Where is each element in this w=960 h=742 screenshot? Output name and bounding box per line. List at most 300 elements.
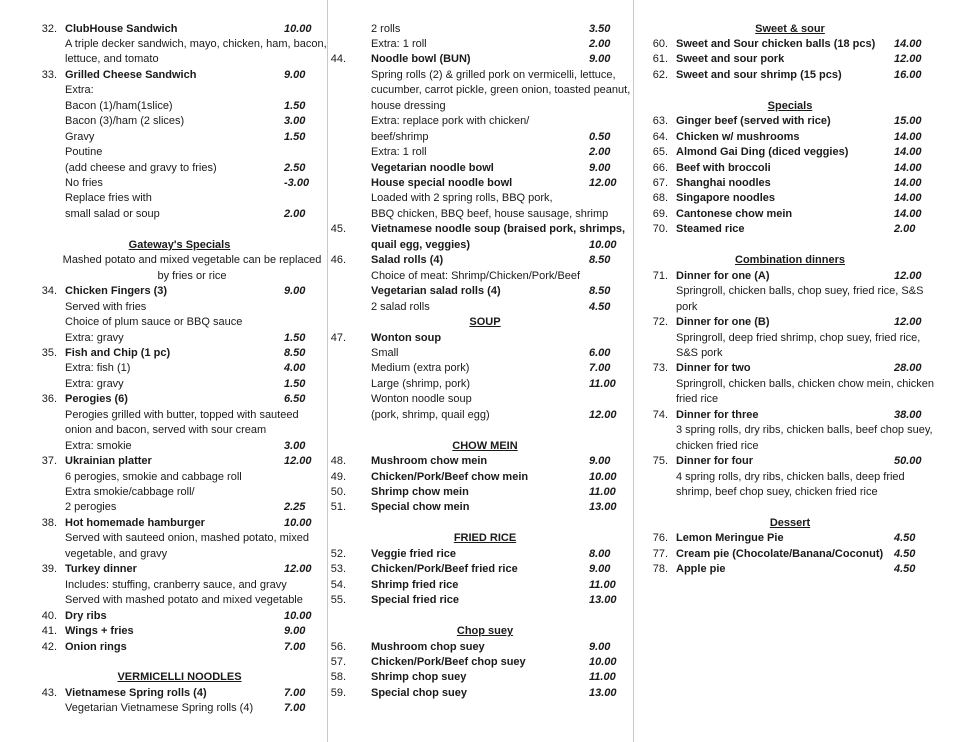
- menu-item-detail: [328, 68, 632, 84]
- item-price: 3.00: [284, 115, 306, 128]
- menu-item-detail: [0, 99, 326, 115]
- item-number: 60.: [652, 37, 668, 50]
- item-description: Replace fries with: [65, 192, 152, 205]
- item-price: 4.50: [894, 532, 916, 545]
- menu-item-detail: [0, 130, 326, 146]
- item-price: 7.00: [284, 640, 306, 653]
- item-price: 9.00: [589, 640, 611, 653]
- item-description: Small: [371, 346, 399, 359]
- section-heading-text: Sweet & sour: [755, 22, 825, 35]
- item-description: lettuce, and tomato: [65, 53, 159, 66]
- item-description: 4 spring rolls, dry ribs, chicken balls, deep fried: [676, 470, 905, 483]
- menu-item: [634, 68, 960, 84]
- menu-item-detail: [634, 439, 960, 455]
- item-number: 58.: [330, 671, 346, 684]
- menu-item-detail: [634, 284, 960, 300]
- menu-item-detail: [0, 114, 326, 130]
- item-number: 68.: [652, 192, 668, 205]
- item-description: Springroll, chicken balls, chop suey, fried rice, S&S: [676, 285, 924, 298]
- item-description: Vegetarian noodle bowl: [371, 161, 494, 174]
- item-name: Wonton soup: [371, 331, 442, 344]
- menu-item-detail: [0, 161, 326, 177]
- item-name: Chicken/Pork/Beef chop suey: [371, 655, 526, 668]
- item-name: Apple pie: [676, 563, 726, 576]
- menu-item: [0, 562, 326, 578]
- menu-item-detail: [634, 377, 960, 393]
- menu-item: [634, 37, 960, 53]
- menu-item: [328, 655, 632, 671]
- item-price: 1.50: [284, 130, 306, 143]
- item-number: 75.: [652, 455, 668, 468]
- item-description: (pork, shrimp, quail egg): [371, 408, 490, 421]
- menu-item-detail: [328, 377, 632, 393]
- item-number: 51.: [330, 501, 346, 514]
- item-name: Vietnamese Spring rolls (4): [65, 686, 207, 699]
- item-name: Almond Gai Ding (diced veggies): [676, 146, 849, 159]
- section-note: [0, 253, 326, 269]
- item-number: 74.: [652, 408, 668, 421]
- spacer: [634, 238, 960, 254]
- menu-item-detail: [0, 37, 326, 53]
- item-name: Dinner for four: [676, 455, 753, 468]
- menu-item: [634, 161, 960, 177]
- item-number: 70.: [652, 223, 668, 236]
- section-heading-text: VERMICELLI NOODLES: [117, 671, 242, 684]
- item-number: 37.: [41, 455, 57, 468]
- item-price: 11.00: [589, 377, 616, 390]
- section-heading-text: SOUP: [469, 316, 501, 329]
- item-price: 16.00: [894, 68, 922, 81]
- item-price: 7.00: [284, 702, 306, 715]
- item-name: Cantonese chow mein: [676, 207, 793, 220]
- item-price: 0.50: [589, 130, 611, 143]
- item-price: 4.50: [589, 300, 611, 313]
- menu-item: [634, 191, 960, 207]
- menu-item: [634, 114, 960, 130]
- item-description: S&S pork: [676, 346, 723, 359]
- section-heading: [328, 531, 632, 547]
- item-number: 45.: [330, 223, 346, 236]
- menu-item: [328, 686, 632, 702]
- item-price: 2.50: [284, 161, 306, 174]
- menu-item-detail: [328, 176, 632, 192]
- item-price: 10.00: [589, 470, 617, 483]
- item-description: Springroll, chicken balls, chicken chow mein, chicken: [676, 377, 935, 390]
- item-number: 44.: [330, 53, 346, 66]
- menu-item-detail: [0, 408, 326, 424]
- item-price: 14.00: [894, 130, 922, 143]
- menu-item: [634, 176, 960, 192]
- menu-item: [328, 640, 632, 656]
- item-price: 1.50: [284, 377, 306, 390]
- menu-item-detail: [328, 300, 632, 316]
- item-price: 12.00: [589, 408, 617, 421]
- item-name: Veggie fried rice: [371, 547, 456, 560]
- menu-item-detail: [634, 485, 960, 501]
- item-number: 32.: [41, 22, 57, 35]
- menu-item: [0, 624, 326, 640]
- item-number: 33.: [41, 68, 57, 81]
- menu-item-detail: [0, 578, 326, 594]
- item-name: Dinner for three: [676, 408, 759, 421]
- item-price: 13.00: [589, 594, 617, 607]
- menu-item: [328, 52, 632, 68]
- menu-item-detail: [0, 423, 326, 439]
- menu-item-detail: [328, 408, 632, 424]
- item-name: Shrimp chop suey: [371, 671, 467, 684]
- item-price: 6.50: [284, 393, 306, 406]
- menu-item: [328, 331, 632, 347]
- item-name: Chicken/Pork/Beef chow mein: [371, 470, 529, 483]
- menu-item-detail: [328, 346, 632, 362]
- menu-item: [0, 22, 326, 38]
- item-number: 46.: [330, 254, 346, 267]
- menu-item-detail: [0, 547, 326, 563]
- item-description: Extra: gravy: [65, 377, 124, 390]
- item-description: Extra: gravy: [65, 331, 124, 344]
- item-description: small salad or soup: [65, 207, 160, 220]
- menu-item: [328, 547, 632, 563]
- item-description: Includes: stuffing, cranberry sauce, and gravy: [65, 578, 287, 591]
- item-price: 14.00: [894, 177, 922, 189]
- spacer: [0, 655, 326, 671]
- item-price: 11.00: [589, 671, 616, 684]
- menu-item: [0, 346, 326, 362]
- item-number: 64.: [652, 130, 668, 143]
- item-price: 9.00: [589, 563, 611, 576]
- item-price: 28.00: [894, 362, 922, 375]
- item-description: 6 perogies, smokie and cabbage roll: [65, 470, 242, 483]
- item-description: chicken fried rice: [676, 439, 759, 452]
- item-number: 59.: [330, 686, 346, 699]
- item-description: 2 rolls: [371, 22, 401, 35]
- item-price: 10.00: [284, 609, 312, 622]
- item-price: 8.50: [284, 346, 306, 359]
- menu-item-detail: [0, 593, 326, 609]
- item-price: 8.50: [589, 285, 611, 298]
- item-price: 9.00: [589, 53, 611, 66]
- item-price: 1.50: [284, 99, 306, 112]
- item-number: 53.: [330, 563, 346, 576]
- item-number: 56.: [330, 640, 346, 653]
- menu-item-detail: [328, 161, 632, 177]
- item-number: 47.: [330, 331, 346, 344]
- item-price: 13.00: [589, 686, 617, 699]
- item-number: 67.: [652, 177, 668, 189]
- menu-item: [328, 670, 632, 686]
- menu-item: [0, 284, 326, 300]
- item-price: 8.50: [589, 254, 611, 267]
- item-description: 2 salad rolls: [371, 300, 430, 313]
- item-price: 10.00: [284, 22, 312, 35]
- item-price: 12.00: [284, 455, 312, 468]
- spacer: [634, 83, 960, 99]
- spacer: [634, 500, 960, 516]
- item-name: Cream pie (Chocolate/Banana/Coconut): [676, 547, 884, 560]
- item-description: pork: [676, 300, 698, 313]
- item-name: Shrimp chow mein: [371, 486, 469, 498]
- item-price: 10.00: [589, 655, 617, 668]
- item-price: 13.00: [589, 501, 617, 514]
- item-number: 77.: [652, 547, 668, 560]
- item-name: Shrimp fried rice: [371, 578, 459, 591]
- item-number: 72.: [652, 316, 668, 329]
- item-price: 1.50: [284, 331, 306, 344]
- menu-item-detail: [0, 500, 326, 516]
- menu-item: [328, 454, 632, 470]
- item-number: 55.: [330, 594, 346, 607]
- item-price: 38.00: [894, 408, 922, 421]
- item-description: Poutine: [65, 146, 103, 159]
- item-price: 4.00: [284, 362, 306, 375]
- item-name: Perogies (6): [65, 393, 128, 406]
- spacer: [0, 222, 326, 238]
- item-number: 43.: [41, 686, 57, 699]
- item-number: 42.: [41, 640, 57, 653]
- item-description: Gravy: [65, 130, 95, 143]
- menu-column-3: [634, 0, 960, 742]
- spacer: [328, 423, 632, 439]
- item-number: 35.: [41, 346, 57, 359]
- menu-item: [0, 392, 326, 408]
- menu-item: [634, 531, 960, 547]
- menu-item: [328, 500, 632, 516]
- section-heading-text: FRIED RICE: [453, 532, 517, 545]
- item-description: Vegetarian salad rolls (4): [371, 285, 501, 298]
- item-price: 9.00: [284, 285, 306, 298]
- menu-item: [634, 207, 960, 223]
- item-price: 10.00: [284, 516, 312, 529]
- spacer: [328, 609, 632, 625]
- section-heading-text: CHOW MEIN: [452, 439, 518, 452]
- item-number: 34.: [41, 285, 57, 298]
- item-description: 3 spring rolls, dry ribs, chicken balls, beef chop suey,: [676, 424, 933, 437]
- item-description: Springroll, deep fried shrimp, chop suey, fried rice,: [676, 331, 921, 344]
- section-heading-text: Gateway's Specials: [128, 238, 231, 251]
- menu-item-detail: [0, 52, 326, 68]
- menu-item: [634, 562, 960, 578]
- item-name: Shanghai noodles: [676, 177, 771, 189]
- menu-item: [328, 593, 632, 609]
- item-name: Vietnamese noodle soup (braised pork, shrimps,: [371, 223, 626, 236]
- item-name: Salad rolls (4): [371, 254, 444, 267]
- item-description: Medium (extra pork): [371, 362, 470, 375]
- item-price: 12.00: [894, 53, 922, 66]
- item-price: 2.00: [589, 37, 611, 50]
- item-number: 40.: [41, 609, 57, 622]
- item-name: Steamed rice: [676, 223, 745, 236]
- item-description: Bacon (1)/ham(1slice): [65, 99, 173, 112]
- item-price: 4.50: [894, 563, 916, 576]
- item-description: (add cheese and gravy to fries): [65, 161, 217, 174]
- item-number: 36.: [41, 393, 57, 406]
- item-name: Lemon Meringue Pie: [676, 532, 784, 545]
- menu-item-detail: [0, 176, 326, 192]
- item-description: Extra: fish (1): [65, 362, 131, 375]
- menu-item: [328, 470, 632, 486]
- item-price: 4.50: [894, 547, 916, 560]
- item-name: Fish and Chip (1 pc): [65, 346, 171, 359]
- menu-item-detail: [0, 207, 326, 223]
- item-price: 9.00: [284, 625, 306, 638]
- item-price: 7.00: [589, 362, 611, 375]
- menu-item: [634, 222, 960, 238]
- item-name: Special chow mein: [371, 501, 470, 514]
- item-name: Chicken/Pork/Beef fried rice: [371, 563, 518, 576]
- item-number: 65.: [652, 146, 668, 159]
- item-name: Mushroom chop suey: [371, 640, 485, 653]
- item-price: 2.00: [284, 207, 306, 220]
- item-description: Large (shrimp, pork): [371, 377, 471, 390]
- menu-item: [0, 640, 326, 656]
- item-price: 2.25: [284, 501, 306, 514]
- section-note: [0, 269, 326, 285]
- menu-item-detail: [328, 83, 632, 99]
- item-price: 2.00: [589, 146, 611, 159]
- item-number: 62.: [652, 68, 668, 81]
- item-description: Served with fries: [65, 300, 147, 313]
- item-price: 14.00: [894, 207, 922, 220]
- item-name: Chicken Fingers (3): [65, 285, 168, 298]
- item-number: 49.: [330, 470, 346, 483]
- item-price: 2.00: [894, 223, 916, 236]
- section-heading-text: Dessert: [769, 516, 811, 529]
- menu-item-detail: [328, 99, 632, 115]
- item-name: Mushroom chow mein: [371, 455, 488, 468]
- item-description: Choice of meat: Shrimp/Chicken/Pork/Beef: [371, 269, 581, 282]
- menu-item-detail: [634, 346, 960, 362]
- item-name: Singapore noodles: [676, 192, 776, 205]
- item-description: house dressing: [371, 99, 446, 112]
- menu-item-detail: [328, 22, 632, 38]
- item-description: Extra: 1 roll: [371, 146, 427, 159]
- item-name: Sweet and sour shrimp (15 pcs): [676, 68, 842, 81]
- menu-item-detail: [0, 361, 326, 377]
- item-name: Dinner for one (B): [676, 316, 770, 329]
- section-note-text: Mashed potato and mixed vegetable can be replaced: [62, 254, 322, 267]
- item-name: Sweet and Sour chicken balls (18 pcs): [676, 37, 876, 50]
- item-name: Grilled Cheese Sandwich: [65, 68, 197, 81]
- item-name: Ginger beef (served with rice): [676, 115, 831, 128]
- item-description: quail egg, veggies): [371, 238, 471, 251]
- menu-item-detail: [634, 331, 960, 347]
- menu-column-1: [0, 0, 326, 742]
- menu-item-detail: [328, 114, 632, 130]
- item-number: 48.: [330, 455, 346, 468]
- section-heading: [634, 253, 960, 269]
- item-number: 66.: [652, 161, 668, 174]
- menu-item: [0, 609, 326, 625]
- item-price: 12.00: [284, 563, 312, 576]
- menu-item-detail: [0, 485, 326, 501]
- section-heading-text: Specials: [767, 99, 813, 112]
- item-name: Special chop suey: [371, 686, 467, 699]
- item-description: fried rice: [676, 393, 719, 406]
- item-description: Extra: 1 roll: [371, 37, 427, 50]
- section-heading: [634, 22, 960, 38]
- item-price: 8.00: [589, 547, 611, 560]
- item-name: Noodle bowl (BUN): [371, 53, 471, 66]
- item-description: vegetable, and gravy: [65, 547, 168, 560]
- item-number: 39.: [41, 563, 57, 576]
- menu-item: [634, 547, 960, 563]
- menu-item-detail: [328, 191, 632, 207]
- menu-item: [634, 408, 960, 424]
- menu-column-2: [328, 0, 632, 742]
- item-description: cucumber, carrot pickle, green onion, toasted peanut,: [371, 84, 631, 97]
- item-description: Extra: smokie: [65, 439, 132, 452]
- item-name: Ukrainian platter: [65, 455, 152, 468]
- item-number: 63.: [652, 115, 668, 128]
- menu-item: [328, 578, 632, 594]
- item-description: Wonton noodle soup: [371, 393, 472, 406]
- menu-item-detail: [0, 331, 326, 347]
- section-note-text: by fries or rice: [157, 269, 227, 282]
- item-name: Onion rings: [65, 640, 127, 653]
- item-price: 15.00: [894, 115, 922, 128]
- section-heading: [0, 670, 326, 686]
- menu-item: [328, 253, 632, 269]
- item-name: Beef with broccoli: [676, 161, 771, 174]
- menu-item-detail: [328, 269, 632, 285]
- menu-item-detail: [328, 392, 632, 408]
- menu-item-detail: [634, 300, 960, 316]
- menu-item: [634, 52, 960, 68]
- item-price: 14.00: [894, 146, 922, 159]
- item-number: 73.: [652, 362, 668, 375]
- menu-item: [0, 516, 326, 532]
- menu-item: [634, 454, 960, 470]
- menu-item-detail: [0, 531, 326, 547]
- menu-item-detail: [328, 284, 632, 300]
- item-price: 9.00: [589, 161, 611, 174]
- menu-item-detail: [328, 130, 632, 146]
- menu-item: [0, 686, 326, 702]
- item-description: Choice of plum sauce or BBQ sauce: [65, 316, 243, 329]
- item-name: Dinner for one (A): [676, 269, 770, 282]
- item-number: 78.: [652, 563, 668, 576]
- section-heading: [634, 99, 960, 115]
- section-heading: [328, 315, 632, 331]
- item-price: 9.00: [589, 455, 611, 468]
- item-description: No fries: [65, 177, 103, 189]
- menu-item-detail: [328, 37, 632, 53]
- item-description: Extra: replace pork with chicken/: [371, 115, 530, 128]
- menu-item-detail: [0, 315, 326, 331]
- item-number: 61.: [652, 53, 668, 66]
- item-description: Extra:: [65, 84, 94, 97]
- menu-item-detail: [0, 701, 326, 717]
- menu-item-detail: [0, 300, 326, 316]
- item-price: 12.00: [894, 316, 922, 329]
- item-name: Dry ribs: [65, 609, 107, 622]
- item-price: 3.00: [284, 439, 306, 452]
- item-description: Perogies grilled with butter, topped with sauteed: [65, 408, 299, 421]
- item-price: 7.00: [284, 686, 306, 699]
- section-heading: [328, 624, 632, 640]
- menu-item: [634, 145, 960, 161]
- item-description: Loaded with 2 spring rolls, BBQ pork,: [371, 192, 553, 205]
- menu-item-detail: [328, 238, 632, 254]
- item-description: 2 perogies: [65, 501, 117, 514]
- item-name: Dinner for two: [676, 362, 751, 375]
- menu-item-detail: [0, 191, 326, 207]
- menu-item-detail: [328, 361, 632, 377]
- item-number: 76.: [652, 532, 668, 545]
- item-description: shrimp, beef chop suey, chicken fried rice: [676, 486, 878, 498]
- item-description: Extra smokie/cabbage roll/: [65, 486, 195, 498]
- menu-item: [634, 269, 960, 285]
